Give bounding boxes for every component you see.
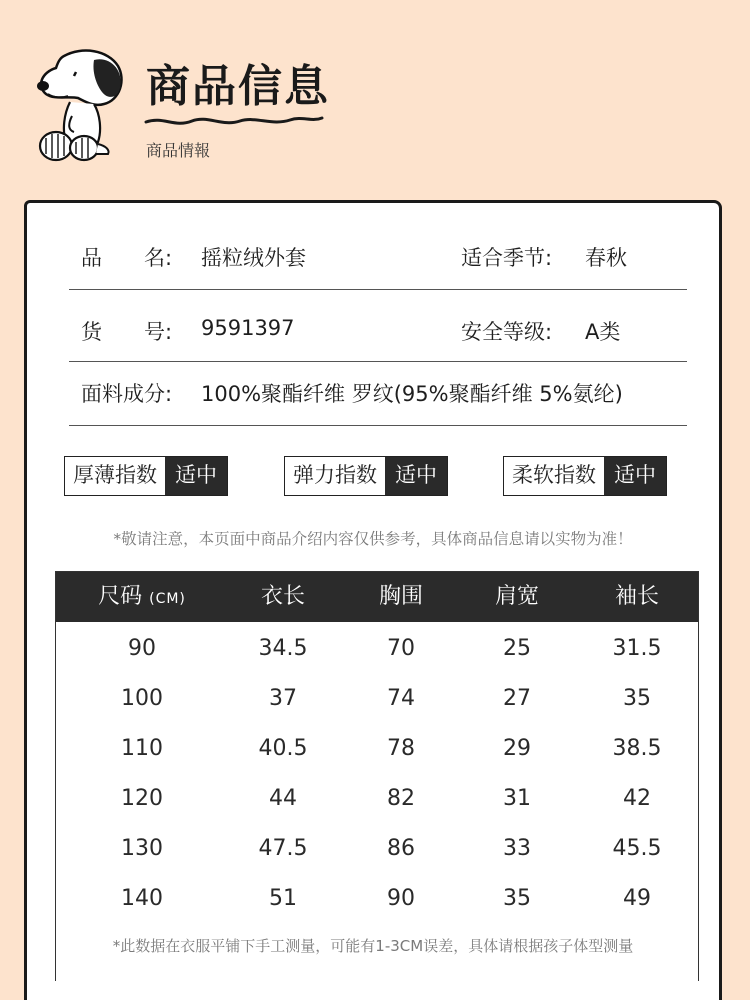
fabric-value: 100%聚酯纤维 罗纹(95%聚酯纤维 5%氨纶) [201,382,623,406]
page-title: 商品信息 [146,61,330,112]
cell-length: 51 [269,886,297,911]
index-elasticity-label: 弹力指数 [285,457,385,495]
cell-sleeve: 31.5 [612,636,662,661]
index-elasticity [284,456,448,496]
cell-chest: 78 [387,736,415,761]
index-thickness-label: 厚薄指数 [65,457,165,495]
title-underline-squiggle [144,112,324,130]
cell-shoulder: 29 [503,736,531,761]
product-info-card [24,200,722,1000]
index-softness-value: 适中 [604,457,666,495]
cell-size: 90 [128,636,156,661]
sku-value: 9591397 [201,316,295,340]
cell-size: 100 [121,686,163,711]
header-length: 衣长 [260,584,305,609]
cell-sleeve: 38.5 [612,736,662,761]
safety-label: 安全等级: [461,320,553,344]
cell-length: 47.5 [258,836,308,861]
cell-shoulder: 31 [503,786,531,811]
cell-sleeve: 35 [623,686,651,711]
cell-sleeve: 49 [623,886,651,911]
cell-shoulder: 35 [503,886,531,911]
safety-value: A类 [585,320,621,344]
cell-size: 120 [121,786,163,811]
size-table-header [56,572,698,622]
cell-size: 110 [121,736,163,761]
header-chest: 胸围 [378,584,423,609]
cell-chest: 70 [387,636,415,661]
info-row-name [69,237,687,290]
cell-size: 140 [121,886,163,911]
header-size-label: 尺码 [98,584,143,609]
cell-length: 40.5 [258,736,308,761]
cell-sleeve: 45.5 [612,836,662,861]
header [0,0,750,200]
info-row-fabric [69,361,687,426]
snoopy-mascot-icon [34,46,126,164]
season-value: 春秋 [585,246,627,270]
page-subtitle: 商品情報 [146,141,211,160]
measurement-note: *此数据在衣服平铺下手工测量，可能有1-3CM误差，具体请根据孩子体型测量 [112,937,634,955]
index-softness-label: 柔软指数 [504,457,604,495]
disclaimer-note: *敬请注意，本页面中商品介绍内容仅供参考，具体商品信息请以实物为准！ [113,530,633,548]
cell-length: 37 [269,686,297,711]
cell-shoulder: 27 [503,686,531,711]
cell-size: 130 [121,836,163,861]
cell-length: 34.5 [258,636,308,661]
name-label: 品 名: [81,246,173,270]
info-row-sku [69,289,687,362]
header-shoulder: 肩宽 [494,584,539,609]
cell-sleeve: 42 [623,786,651,811]
index-row [64,456,694,498]
header-sleeve: 袖长 [614,584,659,609]
header-size [56,572,228,624]
index-softness [503,456,667,496]
cell-shoulder: 25 [503,636,531,661]
cell-chest: 82 [387,786,415,811]
header-size-unit: (CM) [149,591,186,607]
size-table [55,571,699,981]
fabric-label: 面料成分: [81,382,173,406]
cell-chest: 86 [387,836,415,861]
cell-chest: 90 [387,886,415,911]
index-thickness [64,456,228,496]
index-thickness-value: 适中 [165,457,227,495]
cell-length: 44 [269,786,297,811]
cell-chest: 74 [387,686,415,711]
cell-shoulder: 33 [503,836,531,861]
index-elasticity-value: 适中 [385,457,447,495]
sku-label: 货 号: [81,320,173,344]
name-value: 摇粒绒外套 [201,246,306,270]
season-label: 适合季节: [461,246,553,270]
